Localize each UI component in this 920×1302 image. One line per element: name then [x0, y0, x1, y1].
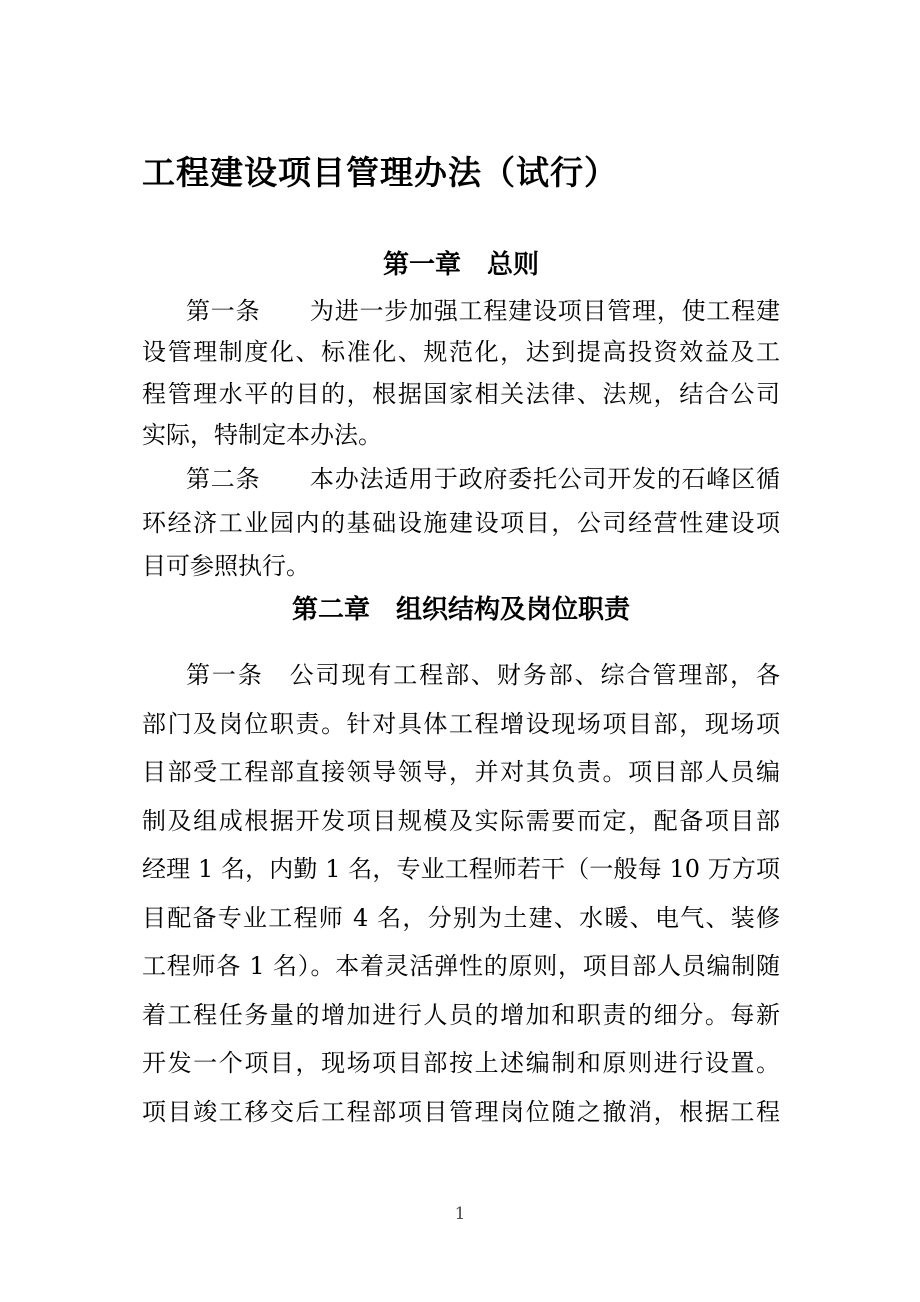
text-line: 经理 1 名，内勤 1 名，专业工程师若干（一般每 10 万方项: [142, 855, 780, 883]
text-line: 第一条 为进一步加强工程建设项目管理，使工程建: [186, 297, 780, 325]
text-line: 目可参照执行。: [142, 552, 310, 580]
text-line: 环经济工业园内的基础设施建设项目，公司经营性建设项: [142, 508, 780, 537]
text-line: 开发一个项目，现场项目部按上述编制和原则进行设置。: [142, 1049, 780, 1077]
text-line: 目部受工程部直接领导领导，并对其负责。项目部人员编: [142, 758, 780, 786]
document-title: 工程建设项目管理办法（试行）: [142, 153, 618, 192]
text-line: 实际，特制定本办法。: [142, 420, 382, 449]
text-line: 设管理制度化、标准化、规范化，达到提高投资效益及工: [142, 338, 780, 367]
chapter-1-article-2-paragraph: [142, 458, 780, 589]
text-line: 制及组成根据开发项目规模及实际需要而定，配备项目部: [142, 806, 780, 835]
text-line: 第二条 本办法适用于政府委托公司开发的石峰区循: [186, 465, 780, 493]
text-line: 目配备专业工程师 4 名，分别为土建、水暖、电气、装修: [142, 903, 780, 932]
text-line: 项目竣工移交后工程部项目管理岗位随之撤消，根据工程: [142, 1097, 780, 1126]
chapter-1-heading: 第一章 总则: [382, 250, 539, 280]
page-number: 1: [454, 1204, 466, 1224]
text-line: 部门及岗位职责。针对具体工程增设现场项目部，现场项: [142, 709, 780, 738]
text-line: 程管理水平的目的，根据国家相关法律、法规，结合公司: [142, 379, 780, 408]
chapter-2-article-1-paragraph: [142, 651, 780, 1136]
text-line: 第一条 公司现有工程部、财务部、综合管理部，各: [186, 661, 780, 689]
text-line: 工程师各 1 名）。本着灵活弹性的原则，项目部人员编制随: [142, 952, 780, 980]
text-line: 着工程任务量的增加进行人员的增加和职责的细分。每新: [142, 1000, 780, 1029]
chapter-2-heading: 第二章 组织结构及岗位职责: [291, 595, 630, 625]
chapter-1-article-1-paragraph: [142, 291, 780, 456]
